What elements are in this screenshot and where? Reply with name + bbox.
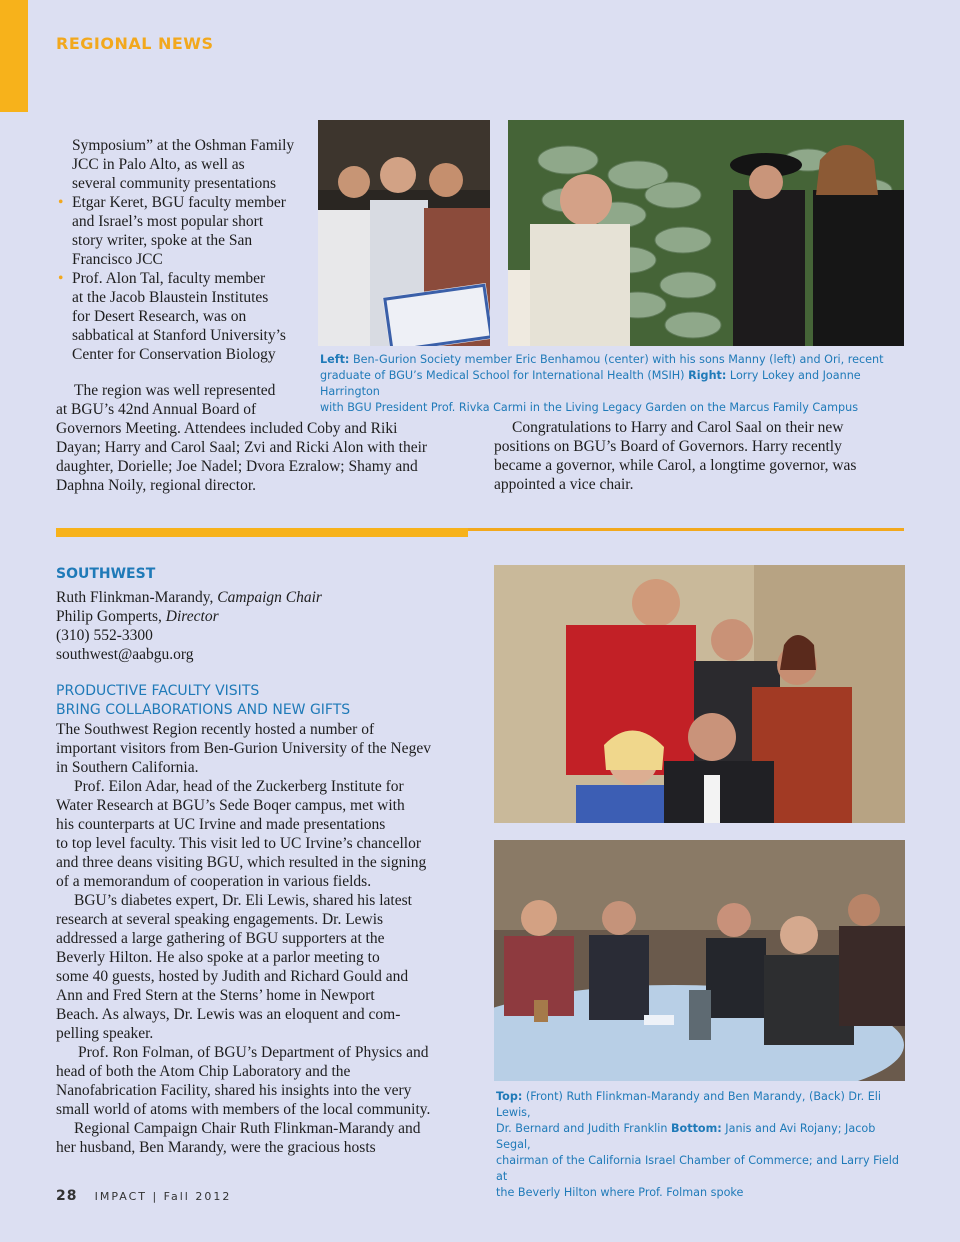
- body-line: BGU’s diabetes expert, Dr. Eli Lewis, shared his latest: [74, 892, 412, 909]
- bullet-line: Prof. Alon Tal, faculty member: [72, 270, 266, 287]
- para-line: appointed a vice chair.: [494, 476, 634, 493]
- contact-name: Philip Gomperts,: [56, 608, 166, 625]
- bullet-line: sabbatical at Stanford University’s: [72, 327, 286, 344]
- bullet-line: story writer, spoke at the San: [72, 232, 253, 249]
- body-line: and three deans visiting BGU, which resulted in the signing: [56, 854, 427, 871]
- body-line: Prof. Eilon Adar, head of the Zuckerberg Institute for: [74, 778, 404, 795]
- bullet-item: [58, 193, 312, 269]
- congratulations-paragraph: [494, 418, 904, 494]
- publication-name: IMPACT | Fall 2012: [94, 1190, 232, 1203]
- caption-label: Bottom:: [671, 1122, 722, 1135]
- page-number: 28: [56, 1188, 78, 1204]
- body-line: research at several speaking engagements. Dr. Lewis: [56, 911, 384, 928]
- bullet-line: Francisco JCC: [72, 251, 163, 268]
- body-line: Beach. As always, Dr. Lewis was an eloquent and com-: [56, 1006, 401, 1023]
- article-body: [56, 720, 470, 1157]
- para-line: Dayan; Harry and Carol Saal; Zvi and Ricki Alon with their: [56, 439, 428, 456]
- para-line: daughter, Dorielle; Joe Nadel; Dvora Ezralow; Shamy and: [56, 458, 418, 475]
- contact-role: Director: [165, 608, 219, 625]
- para-line: at BGU’s 42nd Annual Board of: [56, 401, 257, 418]
- bullet-icon: •: [58, 194, 64, 211]
- body-line: pelling speaker.: [56, 1025, 154, 1042]
- contact-name: Ruth Flinkman-Marandy,: [56, 589, 218, 606]
- article-heading: [56, 682, 350, 720]
- body-line: to top level faculty. This visit led to UC Irvine’s chancellor: [56, 835, 422, 852]
- para-line: became a governor, while Carol, a longtime governor, was: [494, 457, 857, 474]
- body-line: head of both the Atom Chip Laboratory and the: [56, 1063, 351, 1080]
- intro-line: Symposium” at the Oshman Family: [72, 137, 295, 154]
- body-line: Nanofabrication Facility, shared his insights into the very: [56, 1082, 412, 1099]
- caption-text: with BGU President Prof. Rivka Carmi in the Living Legacy Garden on the Marcus Family Campus: [320, 401, 859, 414]
- body-line: her husband, Ben Marandy, were the gracious hosts: [56, 1139, 376, 1156]
- caption-text: Dr. Bernard and Judith Franklin: [496, 1122, 672, 1135]
- contact-line: [56, 588, 456, 607]
- para-line: Daphna Noily, regional director.: [56, 477, 257, 494]
- caption-text: the Beverly Hilton where Prof. Folman spoke: [496, 1186, 744, 1199]
- caption-text: chairman of the California Israel Chamber of Commerce; and Larry Field at: [496, 1154, 899, 1183]
- bullet-icon: •: [58, 270, 64, 287]
- top-left-column: [58, 136, 312, 364]
- email-address: southwest@aabgu.org: [56, 646, 194, 663]
- caption-text: (Front) Ruth Flinkman-Marandy and Ben Marandy, (Back) Dr. Eli Lewis,: [496, 1090, 882, 1119]
- heading-line: PRODUCTIVE FACULTY VISITS: [56, 683, 260, 699]
- southwest-heading: SOUTHWEST: [56, 566, 156, 582]
- para-line: positions on BGU’s Board of Governors. Harry recently: [494, 438, 842, 455]
- photo-flinkman-marandy-group: [494, 565, 905, 823]
- accent-bar: [0, 0, 28, 112]
- page-footer: [56, 1185, 231, 1204]
- body-line: Beverly Hilton. He also spoke at a parlor meeting to: [56, 949, 380, 966]
- body-line: addressed a large gathering of BGU supporters at the: [56, 930, 385, 947]
- caption-text: Ben-Gurion Society member Eric Benhamou (center) with his sons Manny (left) and Ori, recent: [349, 353, 884, 366]
- heading-line: BRING COLLABORATIONS AND NEW GIFTS: [56, 702, 351, 718]
- bullet-line: Center for Conservation Biology: [72, 346, 276, 363]
- body-line: Prof. Ron Folman, of BGU’s Department of Physics and: [78, 1044, 429, 1061]
- bullet-line: at the Jacob Blaustein Institutes: [72, 289, 269, 306]
- bullet-line: for Desert Research, was on: [72, 308, 247, 325]
- divider-bar: [56, 528, 468, 537]
- body-line: his counterparts at UC Irvine and made presentations: [56, 816, 386, 833]
- caption-label: Left:: [320, 353, 350, 366]
- bullet-item: [58, 269, 312, 364]
- southwest-contacts: [56, 588, 456, 664]
- body-line: some 40 guests, hosted by Judith and Richard Gould and: [56, 968, 409, 985]
- para-line: Governors Meeting. Attendees included Coby and Riki: [56, 420, 398, 437]
- intro-line: several community presentations: [72, 175, 277, 192]
- caption-label: Top:: [496, 1090, 523, 1103]
- body-line: Regional Campaign Chair Ruth Flinkman-Marandy and: [74, 1120, 421, 1137]
- photo-living-legacy-garden: [508, 120, 904, 346]
- top-photo-caption: [320, 352, 904, 416]
- bullet-line: Etgar Keret, BGU faculty member: [72, 194, 286, 211]
- body-line: of a memorandum of cooperation in various fields.: [56, 873, 372, 890]
- intro-line: JCC in Palo Alto, as well as: [72, 156, 245, 173]
- section-header: REGIONAL NEWS: [56, 34, 214, 53]
- para-line: The region was well represented: [74, 382, 276, 399]
- body-line: important visitors from Ben-Gurion University of the Negev: [56, 740, 431, 757]
- body-line: The Southwest Region recently hosted a number of: [56, 721, 375, 738]
- photo-benhamou-family: [318, 120, 490, 346]
- body-line: in Southern California.: [56, 759, 199, 776]
- body-line: small world of atoms with members of the local community.: [56, 1101, 431, 1118]
- caption-text: graduate of BGU’s Medical School for International Health (MSIH): [320, 369, 689, 382]
- caption-text: Lorry Lokey and Joanne Harrington: [320, 369, 861, 398]
- contact-line: [56, 607, 456, 626]
- bottom-photo-caption: [496, 1089, 906, 1201]
- phone-number: (310) 552-3300: [56, 627, 153, 644]
- body-line: Water Research at BGU’s Sede Boqer campus, met with: [56, 797, 405, 814]
- para-line: Congratulations to Harry and Carol Saal on their new: [512, 419, 844, 436]
- contact-role: Campaign Chair: [217, 589, 322, 606]
- photo-beverly-hilton-event: [494, 840, 905, 1081]
- caption-label: Right:: [688, 369, 727, 382]
- caption-text: Janis and Avi Rojany; Jacob Segal,: [496, 1122, 876, 1151]
- body-line: Ann and Fred Stern at the Sterns’ home in Newport: [56, 987, 375, 1004]
- bullet-line: and Israel’s most popular short: [72, 213, 264, 230]
